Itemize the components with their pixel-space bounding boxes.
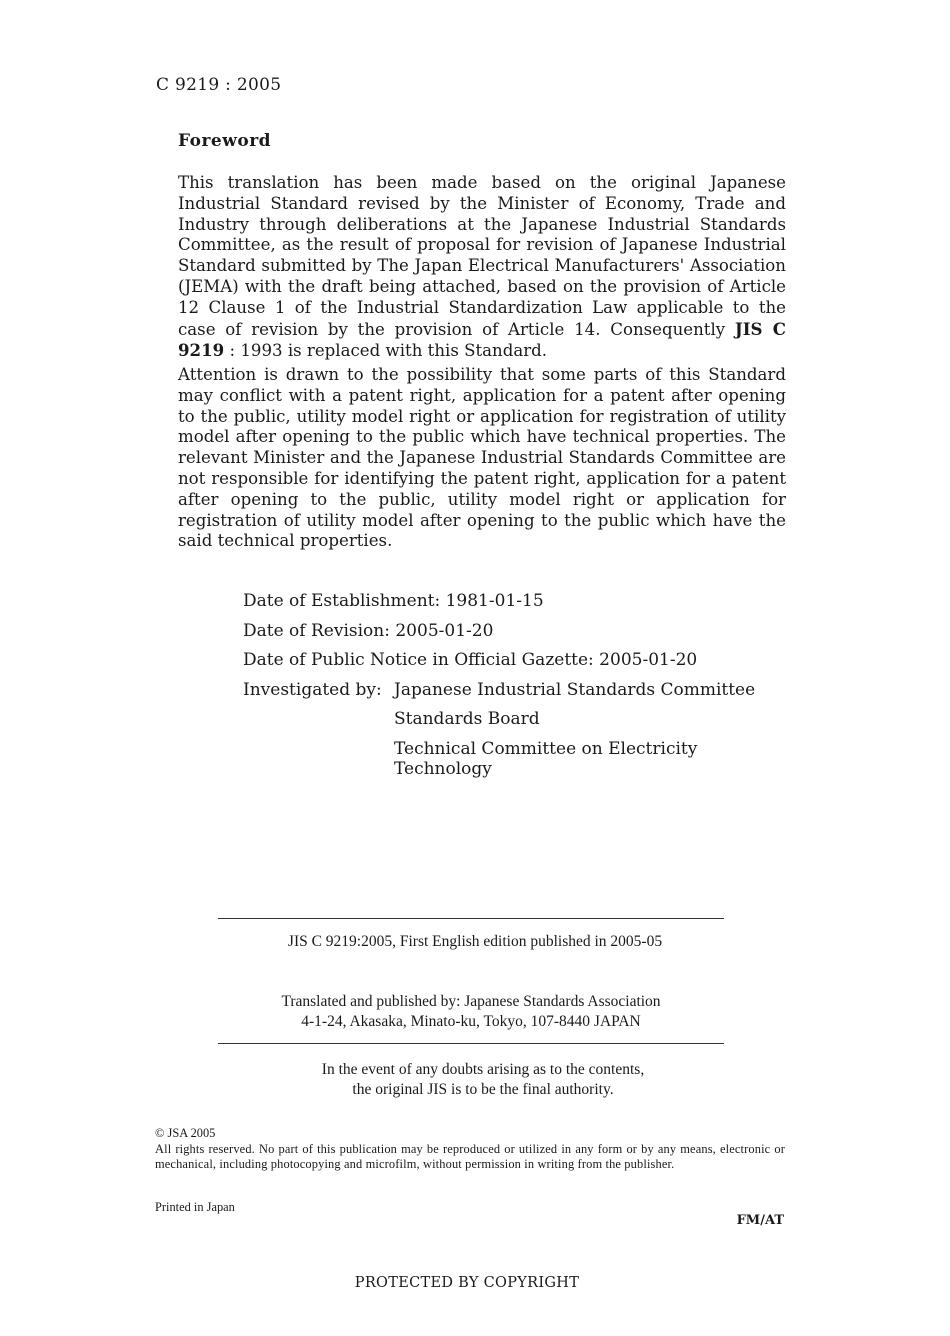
date-of-public-notice: Date of Public Notice in Official Gazette: 2005-01-20	[243, 650, 698, 670]
protected-watermark: PROTECTED BY COPYRIGHT	[354, 1275, 580, 1291]
copyright-notice: © JSA 2005	[155, 1126, 216, 1140]
foreword-paragraph-1	[178, 173, 786, 362]
investigator-board: Standards Board	[394, 709, 540, 729]
paragraph-1-text: This translation has been made based on the original Japanese Industrial Standard revised by the Minister of Economy, Trade and Industry through deliberations at the Japanese Industrial Standards Committee, as the result of proposal for revision of Japanese Industrial Standard submitted by The Japan Electrical Manufacturers' Association (JEMA) with the draft being attached, based on the provision of Article 12 Clause 1 of the Industrial Standardization Law applicable to the case of revision by the provision of Article 14. Consequently	[178, 173, 786, 339]
investigated-by-label: Investigated by:	[243, 679, 382, 700]
foreword-title: Foreword	[178, 131, 272, 151]
authority-note	[0, 1060, 950, 1100]
production-code: FM/AT	[736, 1213, 784, 1228]
copyright-block	[155, 1126, 785, 1173]
publisher-line: Translated and published by: Japanese Standards Association	[281, 993, 661, 1010]
date-of-revision: Date of Revision: 2005-01-20	[243, 620, 494, 641]
divider-bottom	[218, 1043, 724, 1044]
edition-note: JIS C 9219:2005, First English edition published in 2005-05	[287, 933, 663, 950]
publisher-address: 4-1-24, Akasaka, Minato-ku, Tokyo, 107-8440 JAPAN	[301, 1013, 641, 1030]
authority-line-1: In the event of any doubts arising as to the contents,	[321, 1061, 645, 1078]
rights-statement: All rights reserved. No part of this publication may be reproduced or utilized in any form or by any means, electronic or mechanical, including photocopying and microfilm, without permission in writing from the publisher.	[155, 1141, 785, 1171]
investigated-by-row	[243, 680, 794, 789]
investigated-by-list	[394, 680, 794, 789]
document-id: C 9219 : 2005	[156, 75, 282, 95]
foreword-paragraph-2: Attention is drawn to the possibility that some parts of this Standard may conflict with a patent right, application for a patent after opening to the public, utility model right or application for registration of utility model after opening to the public which have technical properties. The relevant Minister and the Japanese Industrial Standards Committee are not responsible for identifying the patent right, application for a patent after opening to the public, utility model right or application for registration of utility model after opening to the public which have the said technical properties.	[178, 365, 786, 551]
date-of-establishment: Date of Establishment: 1981-01-15	[243, 591, 544, 611]
investigator-committee: Japanese Industrial Standards Committee	[394, 679, 756, 700]
printed-in-label: Printed in Japan	[155, 1200, 235, 1214]
investigator-technical-committee: Technical Committee on Electricity Technology	[394, 738, 698, 779]
divider-top	[218, 918, 724, 919]
replaced-standard-id: JIS C 9219	[178, 318, 786, 361]
authority-line-2: the original JIS is to be the final authority.	[352, 1081, 614, 1098]
publisher-block	[0, 992, 942, 1032]
dates-block	[243, 591, 794, 788]
paragraph-1-text-end: : 1993 is replaced with this Standard.	[224, 341, 548, 361]
